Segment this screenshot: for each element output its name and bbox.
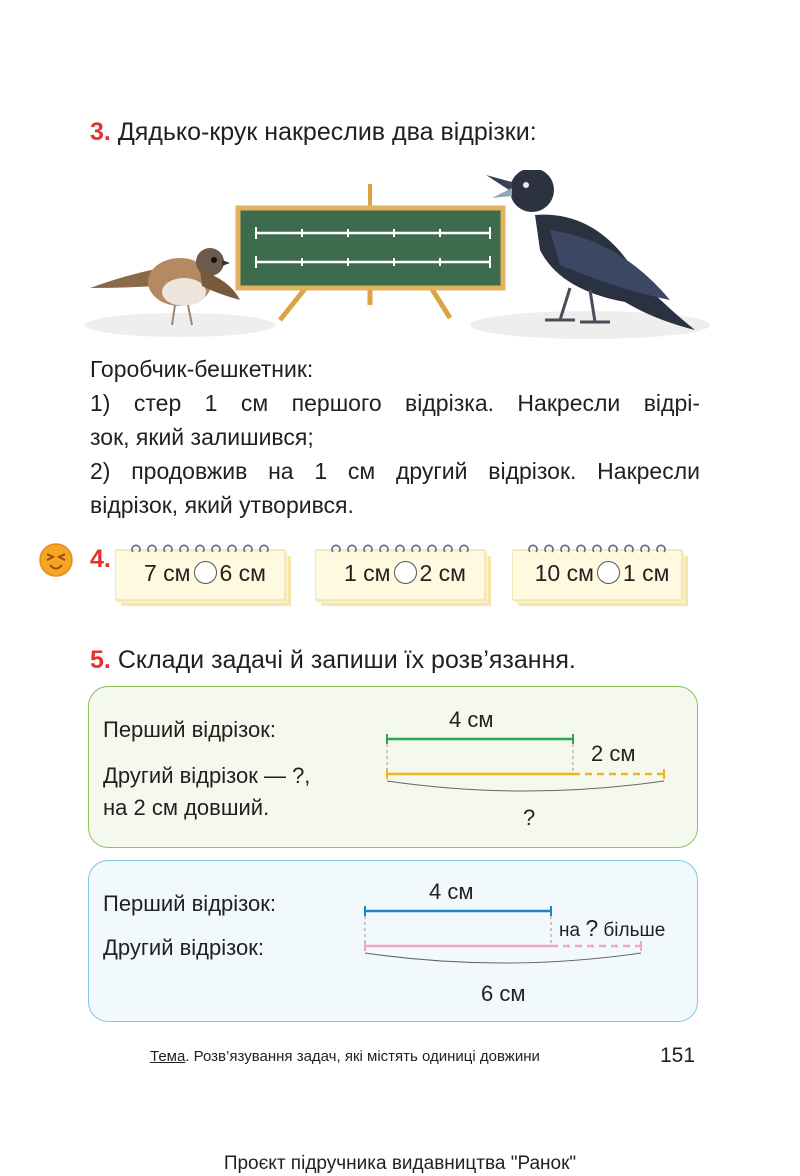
comparison-right: 6 см: [219, 560, 266, 586]
comparison-expression: [512, 560, 692, 587]
problem2-first-label: Перший відрізок:: [103, 891, 276, 916]
page-number: 151: [660, 1044, 696, 1067]
problem1-first-length: 4 см: [449, 707, 494, 732]
problem1-second-label: Другий відрізок — ?,: [103, 763, 311, 788]
comparison-card: [512, 544, 692, 609]
problem2-total-brace: [365, 953, 641, 963]
smiley-icon: [38, 542, 74, 578]
problem2-segment-diagram: [359, 905, 659, 971]
comparison-right: 2 см: [419, 560, 466, 586]
problem1-box: [88, 686, 698, 848]
problem1-extra-length: 2 см: [591, 741, 636, 766]
topic-text: . Розв’язування задач, які містять одиниці довжини: [185, 1048, 540, 1065]
problem1-first-label: Перший відрізок:: [103, 717, 276, 742]
problem1-segment-diagram: [379, 731, 679, 797]
task3-line: 1) стер 1 см першого відрізка. Накресли відрі-: [90, 390, 700, 416]
comparison-sign-circle[interactable]: [597, 561, 620, 584]
crow-sparrow-blackboard-illustration: [80, 170, 720, 345]
comparison-expression: [115, 560, 295, 587]
problem2-diff-question: ?: [585, 915, 599, 941]
comparison-right: 1 см: [622, 560, 670, 586]
comparison-left: 7 см: [144, 560, 191, 586]
topic-label: Тема: [150, 1048, 186, 1065]
comparison-card: [315, 544, 495, 609]
comparison-left: 1 см: [344, 560, 391, 586]
comparison-expression: [315, 560, 495, 587]
problem2-first-length: 4 см: [429, 879, 474, 904]
task3-body: [90, 352, 700, 522]
task5-title: Склади задачі й запиши їх розв’язання.: [117, 646, 576, 674]
task3-line: зок, який залишився;: [90, 424, 314, 450]
problem1-second-condition: на 2 см довший.: [103, 795, 270, 820]
problem2-total-length: 6 см: [481, 981, 526, 1006]
comparison-left: 10 см: [534, 560, 594, 586]
task5-number: 5.: [90, 646, 111, 674]
comparison-card: [115, 544, 295, 609]
project-caption: Проєкт підручника видавництва "Ранок": [223, 1153, 577, 1174]
problem1-total-brace: [387, 781, 664, 791]
comparison-sign-circle[interactable]: [394, 561, 417, 584]
task3-line: Горобчик-бешкетник:: [90, 356, 314, 382]
task3-line: 2) продовжив на 1 см другий відрізок. Накресли: [90, 458, 700, 484]
problem2-box: [88, 860, 698, 1022]
task5-heading: [90, 646, 576, 675]
problem2-second-label: Другий відрізок:: [103, 935, 264, 960]
task3-line: відрізок, який утворився.: [90, 492, 354, 518]
topic-footer: [150, 1048, 540, 1065]
problem2-diff-post: більше: [603, 920, 666, 941]
task3-number: 3.: [90, 118, 111, 146]
comparison-sign-circle[interactable]: [194, 561, 217, 584]
task4-number: 4.: [90, 545, 111, 573]
problem2-diff-pre: на: [559, 920, 581, 941]
task3-heading: [90, 118, 537, 147]
problem1-total-unknown: ?: [523, 805, 536, 830]
task3-title: Дядько-крук накреслив два відрізки:: [117, 118, 537, 146]
